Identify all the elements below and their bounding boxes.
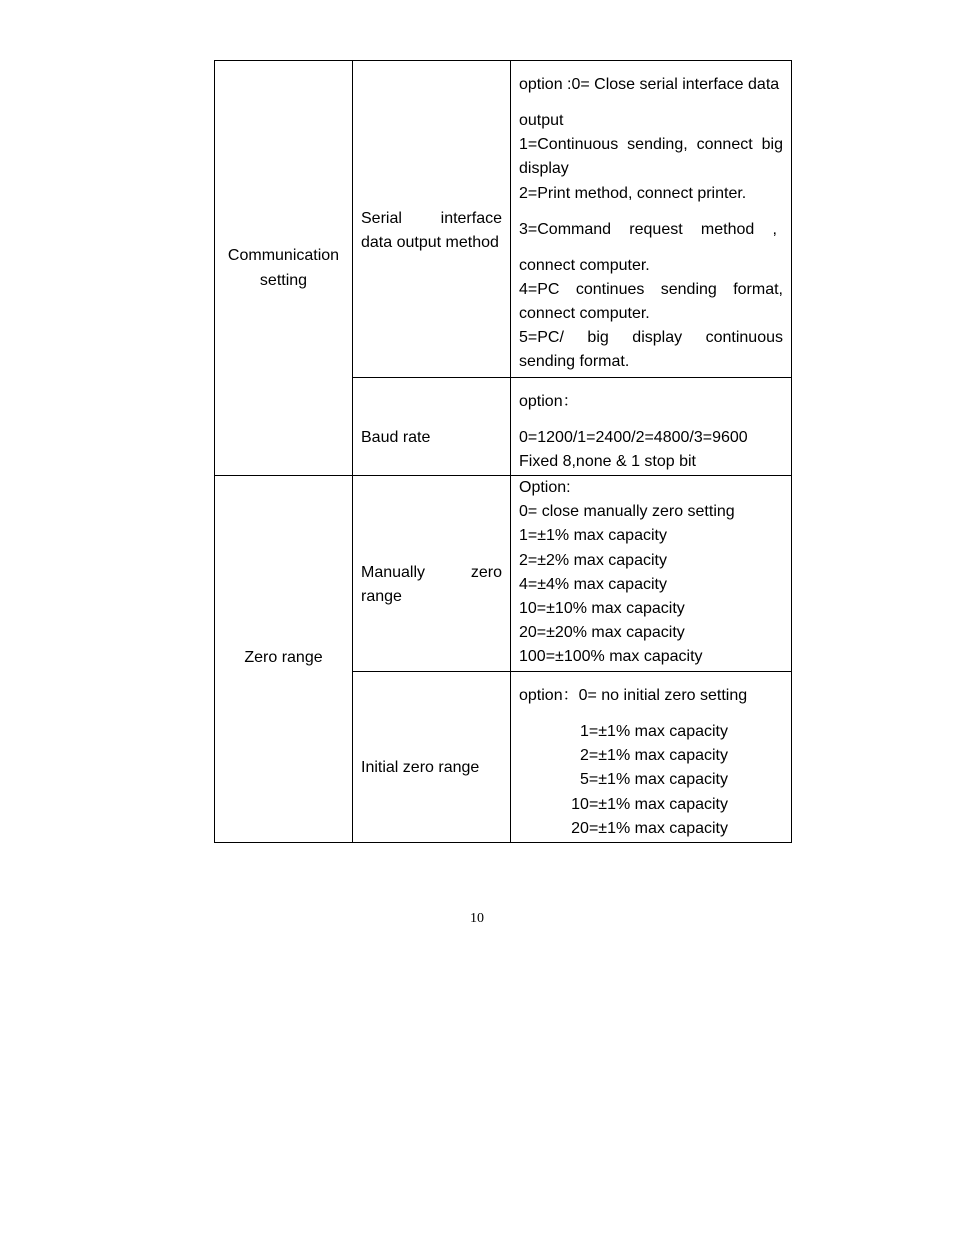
description-line: 10=±1% max capacity bbox=[571, 795, 728, 813]
description-line: option： bbox=[519, 393, 579, 410]
description-line: 5=±1% max capacity bbox=[580, 771, 728, 789]
description-line: 2=±1% max capacity bbox=[580, 747, 728, 765]
parameter-line: Serial interface bbox=[361, 210, 502, 227]
description-line: 4=±4% max capacity bbox=[519, 575, 667, 593]
description-line: 0=1200/1=2400/2=4800/3=9600 bbox=[519, 429, 748, 446]
category-zero-range bbox=[215, 646, 352, 670]
description-line: 20=±1% max capacity bbox=[571, 819, 728, 837]
description-line: 4=PC continues sending format, bbox=[519, 280, 783, 298]
description-line: connect computer. bbox=[519, 305, 650, 323]
parameter-line: Baud rate bbox=[361, 429, 431, 446]
description-line: option：0= no initial zero setting bbox=[519, 687, 748, 704]
category-communication-setting bbox=[215, 243, 352, 293]
description-line: 100=±100% max capacity bbox=[519, 648, 703, 666]
description-serial-interface bbox=[519, 73, 783, 375]
description-line: 10=±10% max capacity bbox=[519, 600, 685, 618]
spec-table bbox=[214, 60, 792, 843]
description-line: output bbox=[519, 112, 564, 129]
description-baud-rate bbox=[519, 390, 783, 474]
description-line: Fixed 8,none & 1 stop bit bbox=[519, 453, 696, 471]
parameter-baud-rate bbox=[361, 426, 502, 450]
description-line: 3=Command request method , bbox=[519, 220, 777, 238]
description-line: 1=±1% max capacity bbox=[519, 527, 667, 545]
description-line: 0= close manually zero setting bbox=[519, 503, 735, 521]
description-line: option :0= Close serial interface data bbox=[519, 76, 780, 93]
parameter-line: Manually zero bbox=[361, 564, 502, 581]
description-line: connect computer. bbox=[519, 256, 650, 274]
parameter-initial-zero-range bbox=[361, 756, 502, 780]
table-border-left bbox=[214, 60, 215, 843]
description-line: 5=PC/ big display continuous bbox=[519, 329, 783, 347]
row-divider-initial-zero bbox=[352, 671, 792, 672]
description-manual-zero-range bbox=[519, 476, 783, 670]
table-border-top bbox=[214, 60, 792, 61]
description-line: 1=±1% max capacity bbox=[580, 723, 728, 740]
description-line: 2=Print method, connect printer. bbox=[519, 184, 747, 202]
description-line: display bbox=[519, 160, 569, 178]
parameter-manual-zero-range bbox=[361, 561, 502, 609]
description-initial-zero-range bbox=[519, 684, 783, 841]
page-number: 10 bbox=[470, 911, 484, 926]
parameter-line: range bbox=[361, 588, 402, 606]
column-divider-1 bbox=[352, 60, 353, 843]
category-line: Communication bbox=[227, 247, 340, 264]
description-line: 1=Continuous sending, connect big bbox=[519, 136, 783, 154]
category-line: setting bbox=[259, 272, 308, 289]
description-line: 20=±20% max capacity bbox=[519, 624, 685, 642]
description-line: sending format. bbox=[519, 353, 630, 371]
description-line: Option: bbox=[519, 479, 571, 496]
table-border-bottom bbox=[214, 842, 792, 843]
row-divider-baud bbox=[352, 377, 792, 378]
table-border-right bbox=[791, 60, 792, 843]
parameter-line: data output method bbox=[361, 234, 499, 252]
parameter-line: Initial zero range bbox=[361, 759, 480, 776]
parameter-serial-interface bbox=[361, 207, 502, 255]
category-line: Zero range bbox=[244, 649, 323, 666]
column-divider-2 bbox=[510, 60, 511, 843]
description-line: 2=±2% max capacity bbox=[519, 551, 667, 569]
